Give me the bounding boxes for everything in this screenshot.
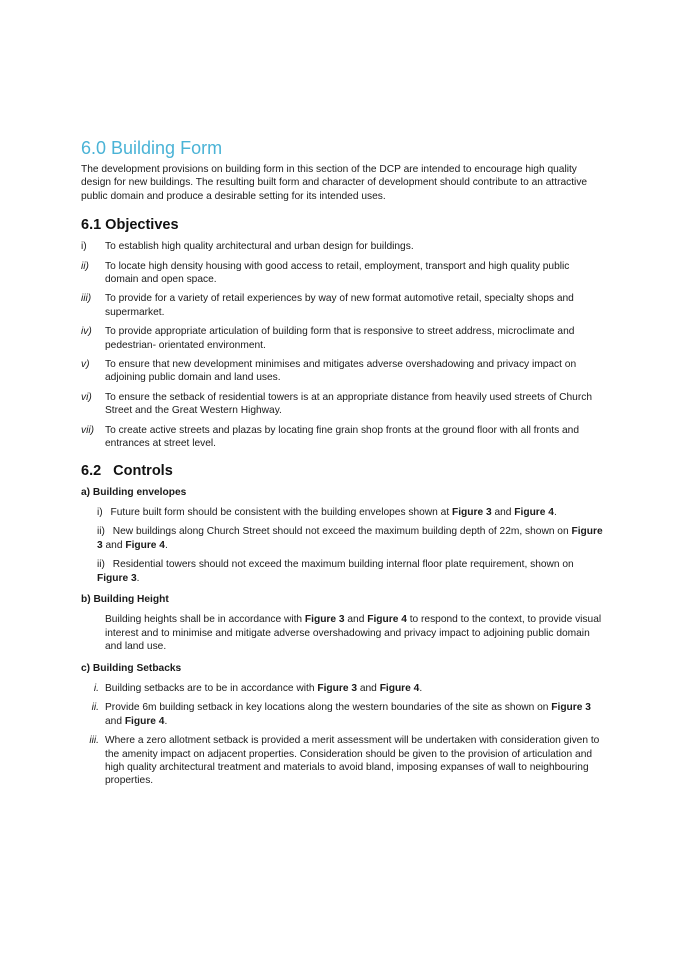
setback-marker: ii. — [91, 702, 99, 714]
figure-ref: Figure 4 — [367, 614, 407, 626]
objective-marker: vii) — [81, 424, 95, 436]
objective-text: To ensure the setback of residential towers is at an appropriate distance from heavily used streets of Church Street and the Great Western Highway. — [105, 391, 592, 417]
envelope-text: and — [102, 539, 126, 551]
controls-heading — [81, 462, 603, 480]
envelope-item — [97, 558, 603, 585]
envelope-text: and — [491, 506, 515, 518]
setback-item — [81, 682, 603, 695]
section-intro: The development provisions on building form in this section of the DCP are intended to encourage high quality design for new buildings. The resulting built form and character of development should contribute to an attractive public domain and produce a desirable setting for its intended uses. — [81, 164, 588, 202]
figure-ref: Figure 3 — [551, 702, 591, 714]
figure-ref: Figure 4 — [125, 539, 165, 551]
objective-item — [81, 240, 603, 253]
objectives-heading: 6.1 Objectives — [81, 217, 179, 234]
objective-marker: v) — [81, 359, 90, 371]
objective-item — [81, 424, 603, 451]
envelope-text: Future built form should be consistent with the building envelopes shown at — [110, 506, 452, 518]
figure-ref: Figure 3 — [97, 572, 137, 584]
setback-text — [105, 701, 603, 728]
envelopes-heading: a) Building envelopes — [81, 486, 187, 498]
setbacks-heading: c) Building Setbacks — [81, 662, 182, 674]
objective-marker: ii) — [81, 260, 89, 272]
objective-item — [81, 391, 603, 418]
figure-ref: Figure 4 — [514, 506, 554, 518]
figure-ref: Figure 3 — [451, 506, 492, 518]
setback-item — [81, 734, 603, 788]
envelope-marker: ii) — [97, 526, 105, 538]
setback-text-part: and — [105, 715, 125, 727]
setback-text-part: . — [164, 715, 168, 727]
objective-marker: iv) — [81, 326, 92, 338]
setback-marker: i. — [93, 682, 99, 694]
objective-item — [81, 358, 603, 385]
objective-item — [81, 260, 603, 287]
height-text: Building heights shall be in accordance with — [105, 614, 305, 626]
document-page — [81, 137, 603, 794]
setback-item — [81, 701, 603, 728]
objective-text: To provide for a variety of retail experiences by way of new format automotive retail, specialty shops and supermarket. — [105, 293, 574, 318]
envelope-text: New buildings along Church Street should not exceed the maximum building depth of 22m, shown on — [112, 526, 572, 538]
envelope-marker: i) — [97, 506, 103, 518]
figure-ref: Figure 4 — [379, 682, 420, 694]
envelope-item — [97, 506, 603, 519]
setback-text-part: and — [357, 682, 380, 694]
setback-text-part: . — [419, 682, 423, 694]
controls-heading-number: 6.2 — [81, 462, 102, 479]
objective-text: To ensure that new development minimises and mitigates adverse overshadowing and privacy impact on adjoining public domain and land uses. — [105, 359, 577, 384]
objective-marker: vi) — [81, 391, 92, 403]
objective-item — [81, 292, 603, 319]
objective-text: To establish high quality architectural and urban design for buildings. — [105, 241, 414, 253]
height-text: to respond to the context, to provide visual interest and to minimise and mitigate adverse overshadowing and privacy impact to adjoining public domain and land use. — [105, 614, 602, 653]
objective-marker: i) — [81, 241, 87, 253]
objective-marker: iii) — [81, 293, 92, 305]
setback-marker: iii. — [89, 735, 99, 747]
controls-heading-text: Controls — [113, 462, 173, 479]
setback-text: Where a zero allotment setback is provided a merit assessment will be undertaken with consideration given to the amenity impact on adjacent properties. Consideration should be given to the provision of articulation and high quality architectural treatment and materials to avoid bland, imposing expanses of wall to neighbouring properties. — [105, 735, 600, 787]
envelope-marker: ii) — [97, 559, 105, 571]
figure-ref: Figure 3 — [304, 614, 345, 626]
objective-text: To locate high density housing with good access to retail, employment, transport and high quality public domain and open space. — [105, 260, 570, 286]
figure-ref: Figure 3 — [317, 682, 358, 694]
objective-text: To provide appropriate articulation of building form that is responsive to street address, microclimate and pedestrian- orientated environment. — [105, 326, 575, 351]
objective-item — [81, 325, 603, 352]
setback-text-part: Provide 6m building setback in key locations along the western boundaries of the site as shown on — [105, 702, 552, 714]
envelope-text: . — [136, 572, 140, 584]
height-heading: b) Building Height — [81, 593, 169, 605]
envelope-text: Residential towers should not exceed the maximum building internal floor plate requirement, shown on — [112, 559, 574, 571]
objectives-list — [81, 240, 603, 450]
figure-ref: Figure 4 — [124, 715, 165, 727]
section-title: 6.0 Building Form — [81, 138, 223, 158]
figure-ref: Figure 3 — [97, 526, 603, 551]
height-paragraph — [105, 613, 603, 653]
objective-text: To create active streets and plazas by locating fine grain shop fronts at the ground floor with all fronts and entrances at street level. — [105, 424, 579, 450]
envelope-text: . — [164, 539, 168, 551]
setback-text — [105, 682, 603, 695]
height-text: and — [344, 614, 368, 626]
envelope-item — [97, 525, 603, 552]
setback-text-part: Building setbacks are to be in accordance with — [105, 682, 318, 694]
envelope-text: . — [553, 506, 557, 518]
